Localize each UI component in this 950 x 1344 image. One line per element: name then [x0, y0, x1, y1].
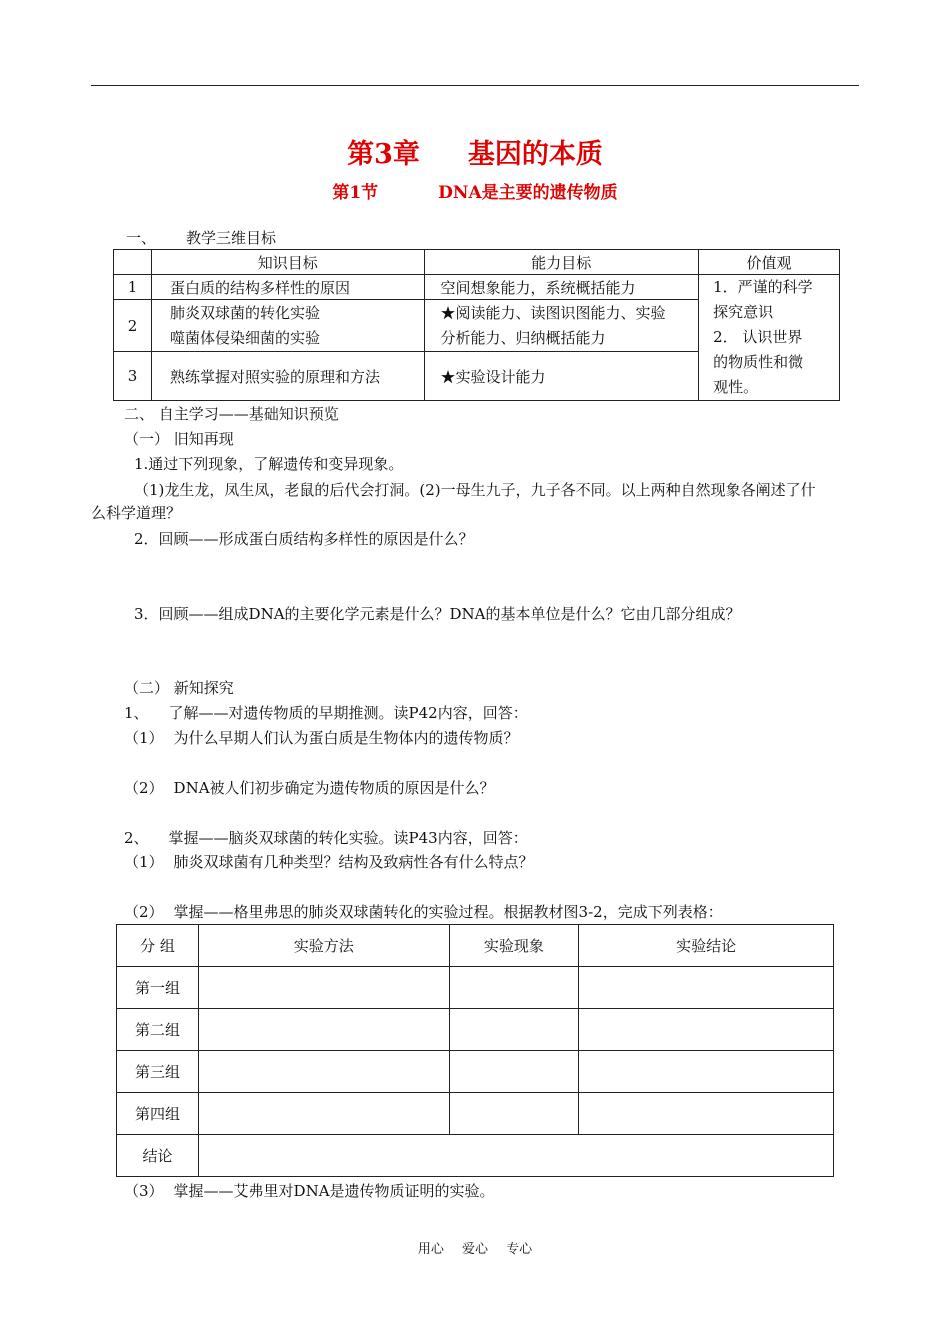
item-number: 1、 [124, 704, 149, 722]
item-2 [124, 827, 528, 848]
item-1-question-1 [124, 727, 519, 748]
header-conclusion: 实验结论 [579, 925, 834, 967]
group-label: 第二组 [117, 1009, 199, 1051]
item-number: （3） [124, 1182, 164, 1200]
knowledge-cell [151, 275, 424, 300]
objectives-table [113, 249, 840, 401]
phenomenon-cell[interactable] [449, 967, 579, 1009]
ability-line: 空间想象能力，系统概括能力 [440, 278, 636, 297]
item-number: （1） [124, 853, 164, 871]
knowledge-line: 噬菌体侵染细菌的实验 [169, 328, 320, 347]
item-text: 了解——对遗传物质的早期推测。读P42内容，回答： [168, 704, 528, 722]
chapter-number: 第3章 [347, 139, 420, 170]
row-number: 1 [114, 275, 152, 300]
method-cell[interactable] [198, 967, 449, 1009]
header-knowledge: 知识目标 [151, 250, 424, 275]
item-text: DNA被人们初步确定为遗传物质的原因是什么？ [173, 779, 495, 797]
item-text: 掌握——脑炎双球菌的转化实验。读P43内容，回答： [168, 829, 528, 847]
item-number: 2、 [124, 829, 149, 847]
part1-heading-text: 教学三维目标 [186, 229, 277, 247]
question-3: 3．回顾——组成DNA的主要化学元素是什么？DNA的基本单位是什么？它由几部分组成？ [134, 605, 741, 623]
value-line: 探究意识 [713, 303, 774, 321]
section-name: DNA是主要的遗传物质 [438, 183, 618, 203]
method-cell[interactable] [198, 1051, 449, 1093]
item-number: （2） [124, 779, 164, 797]
value-line: 的物质性和微 [713, 353, 804, 371]
item-number: （1） [124, 729, 164, 747]
header-value: 价值观 [699, 250, 840, 275]
page-footer: 用心 爱心 专心 [417, 1242, 533, 1257]
phenomenon-cell[interactable] [449, 1051, 579, 1093]
section-number: 第1节 [332, 183, 379, 203]
item-1-question-2 [124, 777, 495, 798]
knowledge-cell [151, 352, 424, 401]
part2-heading: 二、 自主学习——基础知识预览 [124, 405, 339, 423]
group-label: 第四组 [117, 1093, 199, 1135]
item-2-question-2 [124, 901, 723, 922]
conclusion-cell[interactable] [579, 1051, 834, 1093]
ability-cell [424, 300, 699, 352]
knowledge-cell [151, 300, 424, 352]
ability-line: ★实验设计能力 [440, 367, 546, 386]
value-line: 2． 认识世界 [713, 328, 803, 346]
question-1: 1.通过下列现象，了解遗传和变异现象。 [134, 455, 404, 473]
chapter-name: 基因的本质 [467, 139, 603, 170]
item-text: 肺炎双球菌有几种类型？结构及致病性各有什么特点？ [173, 853, 534, 871]
value-line: 1．严谨的科学 [713, 278, 813, 296]
header-rule [91, 85, 859, 86]
ability-cell [424, 275, 699, 300]
value-line: 观性。 [713, 378, 759, 396]
part1-heading-number: 一、 [126, 229, 157, 247]
chapter-title [0, 132, 950, 171]
method-cell[interactable] [198, 1009, 449, 1051]
knowledge-line: 熟练掌握对照实验的原理和方法 [169, 367, 380, 386]
phenomenon-cell[interactable] [449, 1009, 579, 1051]
item-text: 掌握——艾弗里对DNA是遗传物质证明的实验。 [173, 1182, 495, 1200]
ability-cell [424, 352, 699, 401]
section-title [0, 178, 950, 203]
item-text: 掌握——格里弗思的肺炎双球菌转化的实验过程。根据教材图3-2，完成下列表格： [173, 903, 723, 921]
knowledge-line: 肺炎双球菌的转化实验 [169, 303, 320, 322]
conclusion-cell[interactable] [579, 967, 834, 1009]
question-2: 2．回顾——形成蛋白质结构多样性的原因是什么？ [134, 530, 474, 548]
value-cell [699, 275, 840, 401]
knowledge-line: 蛋白质的结构多样性的原因 [169, 278, 350, 297]
item-1 [124, 702, 528, 723]
header-phenomenon: 实验现象 [449, 925, 579, 967]
item-text: 为什么早期人们认为蛋白质是生物体内的遗传物质？ [173, 729, 519, 747]
question-1-detail: （1)龙生龙，凤生凤，老鼠的后代会打洞。(2)一母生九子，九子各不同。以上两种自然现象各阐述了什 [134, 481, 816, 499]
experiment-table [116, 924, 834, 1177]
item-2-question-3 [124, 1180, 495, 1201]
conclusion-cell[interactable] [579, 1093, 834, 1135]
item-2-question-1 [124, 851, 534, 872]
row-number: 3 [114, 352, 152, 401]
header-method: 实验方法 [198, 925, 449, 967]
part1-heading [126, 227, 276, 248]
phenomenon-cell[interactable] [449, 1093, 579, 1135]
row-number: 2 [114, 300, 152, 352]
method-cell[interactable] [198, 1093, 449, 1135]
header-ability: 能力目标 [424, 250, 699, 275]
ability-line: 分析能力、归纳概括能力 [440, 328, 606, 347]
sub-heading-explore: （二） 新知探究 [124, 679, 234, 697]
header-group: 分 组 [117, 925, 199, 967]
question-1-detail-cont: 么科学道理？ [91, 504, 182, 522]
ability-line: ★阅读能力、读图识图能力、实验 [440, 303, 666, 322]
sub-heading-review: （一） 旧知再现 [124, 430, 234, 448]
group-label: 第三组 [117, 1051, 199, 1093]
conclusion-label: 结论 [117, 1135, 199, 1177]
group-label: 第一组 [117, 967, 199, 1009]
conclusion-cell[interactable] [579, 1009, 834, 1051]
item-number: （2） [124, 903, 164, 921]
overall-conclusion-cell[interactable] [198, 1135, 833, 1177]
objectives-corner [114, 250, 152, 275]
